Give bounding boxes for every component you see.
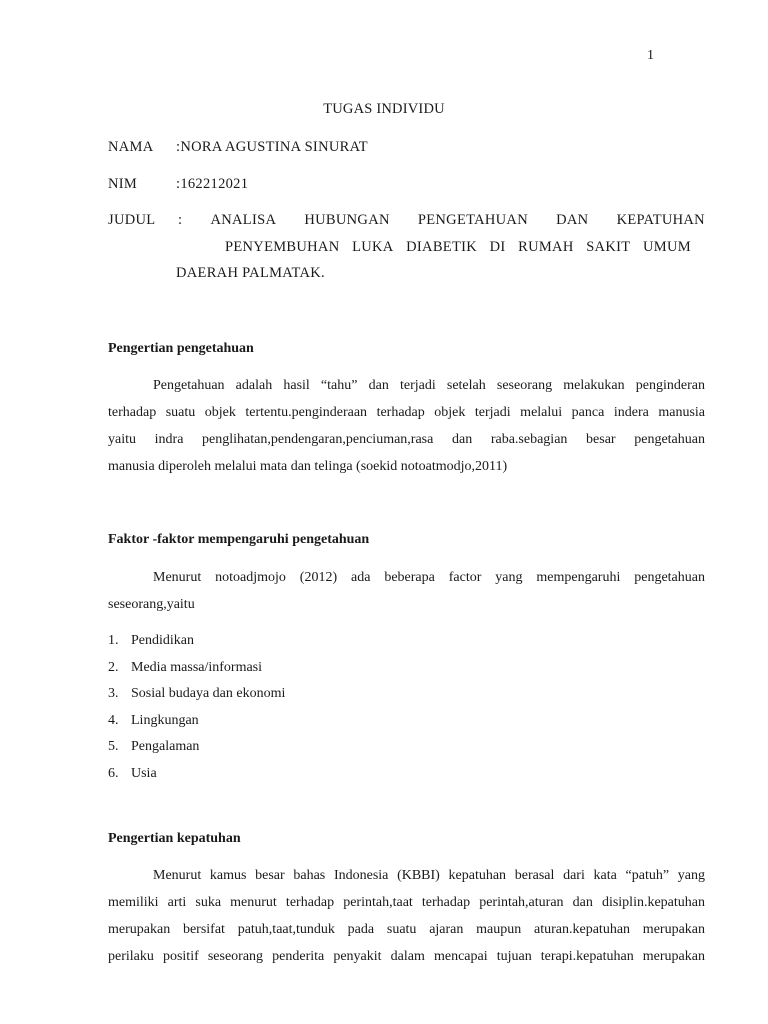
list-number: 5. xyxy=(108,739,119,754)
judul-word: : xyxy=(178,212,183,228)
list-text: Media massa/informasi xyxy=(131,659,263,675)
list-number: 4. xyxy=(108,712,119,728)
nim-value: :162212021 xyxy=(176,176,249,192)
paragraph-line: Pengetahuan adalah hasil “tahu” dan terjadi setelah seseorang melakukan penginderan xyxy=(153,378,705,393)
nama-label: NAMA xyxy=(108,139,154,155)
section-heading-kepatuhan: Pengertian kepatuhan xyxy=(108,831,241,846)
paragraph-line: Menurut notoadjmojo (2012) ada beberapa factor yang mempengaruhi pengetahuan xyxy=(153,570,705,585)
judul-word: UMUM xyxy=(642,239,691,255)
judul-word: PENGETAHUAN xyxy=(417,212,528,228)
judul-word: ANALISA xyxy=(210,212,277,228)
judul-word: DAN xyxy=(556,212,589,228)
section-heading-pengetahuan: Pengertian pengetahuan xyxy=(108,341,254,356)
list-text: Pendidikan xyxy=(131,633,194,648)
judul-word: RUMAH xyxy=(518,239,574,255)
paragraph-kepatuhan xyxy=(108,862,705,970)
list-item xyxy=(108,681,285,708)
paragraph-line: perilaku positif seseorang penderita penyakit dalam mencapai tujuan terapi.kepatuhan merupakan xyxy=(108,949,705,964)
list-number: 2. xyxy=(108,659,119,675)
judul-word: DI xyxy=(489,239,506,255)
judul-label: JUDUL xyxy=(108,212,156,228)
paragraph-line: terhadap suatu objek tertentu.penginderaan terhadap objek terjadi melalui panca indera manusia xyxy=(108,405,705,420)
paragraph-pengetahuan xyxy=(108,372,705,480)
nim-label: NIM xyxy=(108,176,138,192)
paragraph-line: seseorang,yaitu xyxy=(108,597,195,612)
list-text: Lingkungan xyxy=(131,712,199,728)
list-number: 1. xyxy=(108,633,119,648)
section-heading-faktor: Faktor -faktor mempengaruhi pengetahuan xyxy=(108,532,370,547)
judul-word: SAKIT xyxy=(586,239,631,255)
paragraph-line: merupakan bersifat patuh,taat,tunduk pada suatu ajaran maupun aturan.kepatuhan merupakan xyxy=(108,922,705,937)
paragraph-line: Menurut kamus besar bahas Indonesia (KBBI) kepatuhan berasal dari kata “patuh” yang xyxy=(153,868,705,883)
judul-word: KEPATUHAN xyxy=(616,212,705,228)
list-text: Sosial budaya dan ekonomi xyxy=(131,686,286,701)
list-item xyxy=(108,734,285,761)
nama-value: :NORA AGUSTINA SINURAT xyxy=(176,139,368,155)
paragraph-line: manusia diperoleh melalui mata dan telinga (soekid notoatmodjo,2011) xyxy=(108,459,508,474)
judul-word: PENYEMBUHAN xyxy=(225,239,340,255)
page-number: 1 xyxy=(647,48,654,63)
judul-line-2 xyxy=(225,239,691,256)
list-item xyxy=(108,761,285,788)
judul-line-1 xyxy=(178,212,705,229)
document-title: TUGAS INDIVIDU xyxy=(323,101,445,117)
judul-word: HUBUNGAN xyxy=(304,212,390,228)
paragraph-line: memiliki arti suka menurut terhadap perintah,taat terhadap perintah,aturan dan disiplin.kepatuhan xyxy=(108,895,705,910)
list-number: 3. xyxy=(108,686,119,701)
list-item xyxy=(108,655,285,682)
list-item xyxy=(108,628,285,655)
list-number: 6. xyxy=(108,765,119,781)
judul-line-3: DAERAH PALMATAK. xyxy=(176,265,325,281)
list-text: Usia xyxy=(131,765,157,781)
list-item xyxy=(108,708,285,735)
paragraph-line: yaitu indra penglihatan,pendengaran,penciuman,rasa dan raba.sebagian besar pengetahuan xyxy=(108,432,705,447)
factor-list xyxy=(108,628,285,787)
list-text: Pengalaman xyxy=(131,739,200,754)
judul-word: LUKA xyxy=(352,239,394,255)
judul-word: DIABETIK xyxy=(406,239,478,255)
paragraph-faktor xyxy=(108,564,705,618)
